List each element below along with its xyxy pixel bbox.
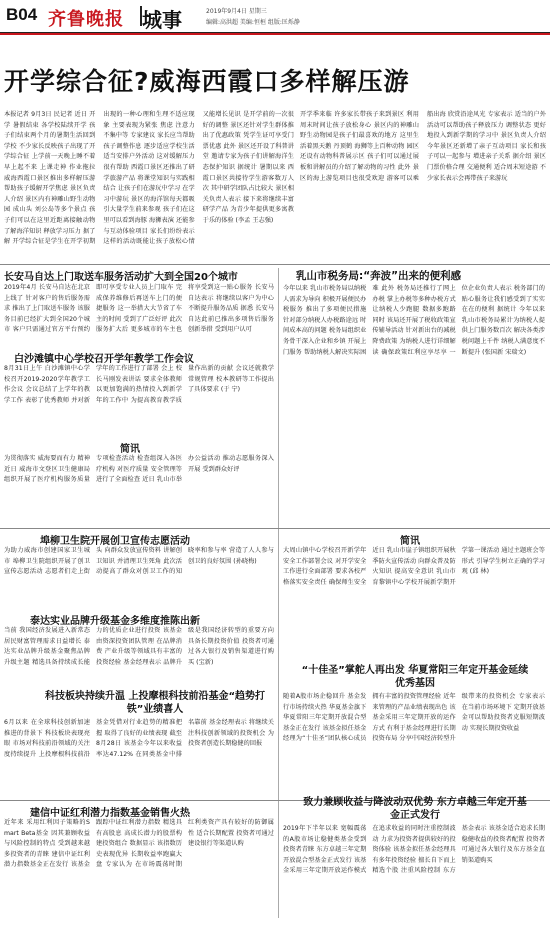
- article-body: 随着A股市场企稳回升 基金发行市场持续火热 华夏基金旗下华夏常阳三年定期开放混合型基金正在发行 该基金拟任基金经理为“十佳圣”团队核心成员 拥有丰富的投资管理经验 近年来管理的产品业绩表现出色 该基金采用三年定期开放的运作方式 有利于基金经理进行长期投资布局 分享中国经济转型升级带来的投资机会 专家表示 在当前市场环境下 定期开放基金可以帮助投资者克服短期波动 实现长期投资收益: [283, 693, 545, 743]
- article-title: 泰达实业品牌升级基金多维度推陈出新: [30, 616, 200, 627]
- article-title: 简讯: [120, 444, 140, 455]
- article-body: 6月以来 在全球科技创新加速推进的背景下 科技板块表现亮眼 市场对科技前沿领域的关注度持续提升 上投摩根科技前沿基金凭借对行业趋势的精准把握 取得了良好的业绩表现 截至8月28日 该基金今年以来收益率达47.12% 在同类基金中排名靠前 基金经理表示 将继续关注科技创新领域的投资机会 为投资者创造长期稳健的回报: [4, 719, 274, 758]
- article-body: 8月31日上午 白沙滩镇中心学校召开2019-2020学年教学工作会议 会议总结了上学年的教学工作 表彰了优秀教师 并对新学年的工作进行了部署 会上 校长马刚发表讲话 要求全体教师以更加饱满的热情投入到新学年的工作中 为提高教育教学质量作出新的贡献 会议还就教学常规管理 校本教研等工作提出了具体要求 (于 宁): [4, 365, 274, 404]
- article-title: 建信中证红利潜力指数基金销售火热: [30, 808, 190, 819]
- section-divider: [0, 528, 550, 529]
- newspaper-logo: 齐鲁晚报: [48, 9, 124, 30]
- lead-headline: 开学综合征?威海西霞口多样解压游: [4, 67, 410, 96]
- article-title: 埠柳卫生院开展创卫宣传志愿活动: [40, 536, 190, 547]
- editor-line: 编辑:高洪超 美编:恒桓 组版:匡烁静: [206, 19, 300, 26]
- article-body: 大周山镇中心学校召开新学年安全工作部署会议 对开学安全工作进行全面部署 要求各校严格落实安全责任 确保师生安全 近日 乳山市崖子镇组织开展秋季防火宣传活动 向群众普及防火知识 提高安全意识 乳山市育黎镇中心学校开展新学期开学第一课活动 通过主题班会等形式 引导学生树立正确的学习观 (邱 林): [283, 547, 545, 586]
- section-divider: [0, 264, 550, 265]
- lead-body: 本报记者 9月3日 民记者 近日 开学 暑假结束 各学校陆续开学 孩子们结束两个月的暑期生活回到学校 不少家长反映孩子出现了开学综合征 上学前一天晚上睡不着 早上起不来 上课走神 作业拖拉 威海西霞口景区推出多样解压游 帮助孩子缓解开学焦虑 景区负责人介绍 景区内有神雕山野生动物园 成山头 刘公岛等多个景点 孩子们可以在这里近距离接触动物 了解海洋知识 释放学习压力 据了解 开学综合征是学生在开学初期出现的一种心理和生理不适应现象 主要表现为紧张 焦虑 注意力不集中等 专家建议 家长应当帮助孩子调整作息 逐步适应学校生活 适当安排户外活动 这对缓解压力很有帮助 西霞口景区还推出了研学旅游产品 将课堂知识与实践相结合 让孩子们在游玩中学习 在学习中游玩 景区的海洋馆每天都吸引大量学生前来参观 孩子们在这里可以看到海豚 海狮表演 还能参与互动体验项目 家长们纷纷表示 这样的活动既能让孩子放松心情 又能增长见识 是开学前的一次很好的调整 景区还针对学生群体推出了优惠政策 凭学生证可享受门票优惠 此外 景区还开设了科普讲堂 邀请专家为孩子们讲解海洋生态保护知识 据统计 暑期以来 西霞口景区共接待学生游客数万人次 其中研学团队占比较大 景区相关负责人表示 接下来将继续丰富研学产品 为青少年提供更多寓教于乐的体验 (李孟 王志强): [4, 111, 294, 246]
- article-body: 今年以来 乳山市税务局以纳税人需求为导向 积极开展便民办税服务 推出了多项便民措施 针对部分纳税人办税路途远 时间成本高的问题 税务局组织业务骨干深入企业和乡镇 开展上门服务 帮助纳税人解决实际困难 此外 税务局还推行了网上办税 掌上办税等多种办税方式 让纳税人少跑腿 数据多跑路 同时 该局还开展了税收政策宣传辅导活动 针对新出台的减税降费政策 为纳税人进行详细解读 确保政策红利应享尽享 一位企业负责人表示 税务部门的贴心服务让我们感受到了实实在在的便利 据统计 今年以来 乳山市税务局累计为纳税人提供上门服务数百次 解决各类涉税问题上千件 纳税人满意度不断提升 (张国新 宋瑞文): [283, 285, 545, 356]
- lead-body-continued: 开学季来临 许多家长带孩子来到景区 利用周末时间让孩子放松身心 景区内的神雕山野生动物园是孩子们最喜欢的地方 这里生活着黑天鹅 丹顶鹤 海狮等上百种动物 园区还设有动物科普展示区 孩子们可以通过展板和讲解员的介绍了解动物的习性 此外 景区的海上游览项目也很受欢迎 游客可以乘船出海 欣赏沿途风光 专家表示 适当的户外活动可以帮助孩子释放压力 调整状态 更好地投入到新学期的学习中 景区负责人介绍 今年景区还新增了亲子互动项目 家长和孩子可以一起参与 增进亲子关系 据介绍 景区门票价格合理 交通便利 适合周末短途游 不少家长表示会再带孩子来游玩: [300, 111, 546, 182]
- section-title: 城事: [142, 8, 182, 32]
- article-body: 2019年下半年以来 宽幅震荡的A股市场让稳健类基金受到投资者青睐 东方卓越三年定期开放混合型基金正式发行 该基金采用三年定期开放运作模式 在追求收益的同时注重控制波动 力求为投资者提供较好的投资体验 该基金拟任基金经理具有多年投资经验 擅长自下而上精选个股 注重风险控制 东方基金表示 该基金适合追求长期稳健收益的投资者配置 投资者可通过各大银行及东方基金直销渠道购买: [283, 825, 545, 875]
- article-title: 致力兼顾收益与降波动双优势 东方卓越三年定开基金正式发行: [303, 797, 527, 821]
- article-title: 简讯: [400, 536, 420, 547]
- article-body: 近年来 采用红利因子策略的Smart Beta基金 因其兼顾收益与风险控制的特点 受到越来越多投资者的青睐 建信中证红利潜力指数基金正在发行 该基金跟踪中证红利潜力指数 精选具有高股息 高成长潜力的股票构建投资组合 数据显示 该指数历史表现优异 长期收益率跑赢大盘 专家认为 在市场震荡时期 红利类资产具有较好的防御属性 适合长期配置 投资者可通过建设银行等渠道认购: [4, 819, 274, 869]
- article-body: 当前 我国经济发展进入新常态 居民财富管理需求日益增长 泰达实业品牌升级基金聚焦品牌升级主题 精选具备持续成长能力的优质企业进行投资 该基金由资深投资团队管理 在品牌消费 产业升级等领域具有丰富的投资经验 基金经理表示 品牌升级是我国经济转型的重要方向 具备长期投资价值 投资者可通过各大银行及销售渠道进行购买 (宝新): [4, 627, 274, 666]
- article-body: 为贯彻落实 威海要而有力 精神 近日 威海市文登区卫生健康局组织开展了医疗机构服务质量专项检查活动 检查组深入各医疗机构 对医疗质量 安全管理等进行了全面检查 近日 乳山市举办公益活动 推动志愿服务深入开展 受到群众好评: [4, 455, 274, 484]
- article-title: “十佳圣”掌舵人再出发 华夏常阳三年定开基金延续优秀基因: [301, 665, 529, 689]
- date-line: 2019年9月4日 星期三: [206, 8, 267, 15]
- article-title: 科技板块持续升温 上投摩根科技前沿基金“趋势打铁”业绩喜人: [44, 691, 266, 715]
- article-title: 白沙滩镇中心学校召开学年教学工作会议: [14, 354, 194, 365]
- masthead-red-rule: [0, 33, 550, 35]
- article-title: 长安马自达上门取送车服务活动扩大到全国20个城市: [4, 272, 238, 283]
- article-title: 乳山市税务局:“奔波”出来的便利感: [296, 270, 462, 282]
- article-body: 为助力威海市创建国家卫生城市 埠柳卫生院组织开展了创卫宣传志愿活动 志愿者们走上街头 向群众发放宣传资料 讲解创卫知识 并清理卫生死角 此次活动提高了群众对创卫工作的知晓率和参与率 营造了人人参与创卫的良好氛围 (孙晓梅): [4, 547, 274, 576]
- page-number: B04: [6, 5, 38, 24]
- article-body: 2019年4月 长安马自达在北京上线了 针对客户的售后服务需求 推出了上门取送车服务 该服务目前已经扩大到全国20个城市 客户只需通过官方平台预约 即可享受专业人员上门取车 完成保养维修后再送车上门的便捷服务 这一举措大大节省了车主的时间 受到了广泛好评 此次服务扩大后 更多城市的车主也将享受到这一贴心服务 长安马自达表示 将继续以客户为中心 不断提升服务品质 据悉 长安马自达此前已推出多项售后服务创新举措 受到用户认可: [4, 284, 274, 334]
- column-divider: [278, 268, 279, 918]
- masthead: [0, 0, 550, 34]
